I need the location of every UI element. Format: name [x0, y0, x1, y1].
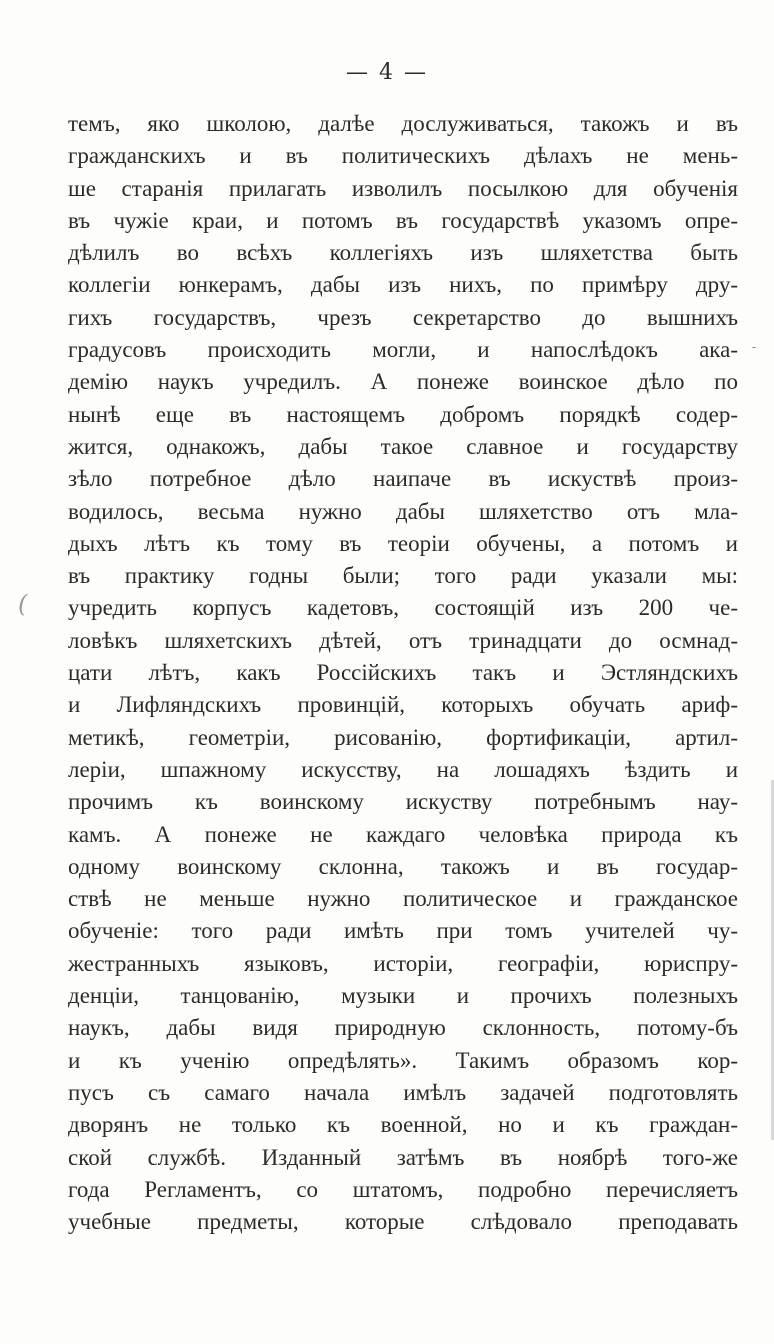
text-line: жестранныхъ языковъ, исторіи, географіи, юриспру-	[68, 950, 738, 976]
text-line: дѣлилъ во всѣхъ коллегіяхъ изъ шляхетства быть	[68, 240, 738, 266]
text-line: одному воинскому склонна, такожъ и въ государ-	[68, 853, 738, 879]
text-line: дворянъ не только къ военной, но и къ граждан-	[68, 1112, 738, 1138]
text-line: наукъ, дабы видя природную склонность, потому-бъ	[68, 1015, 738, 1041]
text-line: въ практику годны были; того ради указали мы:	[68, 563, 738, 589]
text-line: ловѣкъ шляхетскихъ дѣтей, отъ тринадцати до осмнад-	[68, 627, 738, 653]
text-line: ствѣ не меньше нужно политическое и гражданское	[68, 886, 738, 912]
text-line: и Лифляндскихъ провинцій, которыхъ обучать ариф-	[68, 692, 738, 718]
text-line: камъ. А понеже не каждаго человѣка природа къ	[68, 821, 738, 847]
text-line: водилось, весьма нужно дабы шляхетство отъ мла-	[68, 498, 738, 524]
text-line: нынѣ еще въ настоящемъ добромъ порядкѣ содер-	[68, 401, 738, 427]
text-line: темъ, яко школою, далѣе дослуживаться, такожъ и въ	[68, 111, 738, 136]
text-line: учебные предметы, которые слѣдовало преподавать	[68, 1209, 738, 1235]
text-line: ше старанія прилагать изволилъ посылкою для обученія	[68, 175, 738, 201]
margin-pencil-mark: (	[18, 590, 28, 618]
stray-ink-mark: -	[752, 340, 757, 354]
text-line: градусовъ происходить могли, и напослѣдокъ ака-	[68, 337, 738, 363]
text-line: ской службѣ. Изданный затѣмъ въ ноябрѣ того-же	[68, 1144, 738, 1170]
text-line: цати лѣтъ, какъ Россійскихъ такъ и Эстляндскихъ	[68, 660, 738, 686]
text-line: денціи, танцованію, музыки и прочихъ полезныхъ	[68, 983, 738, 1009]
text-line: гражданскихъ и въ политическихъ дѣлахъ не мень-	[68, 143, 738, 169]
text-line: леріи, шпажному искусству, на лошадяхъ ѣздить и	[68, 756, 738, 782]
text-line: учредить корпусъ кадетовъ, состоящій изъ 200 че-	[68, 595, 738, 621]
text-line: зѣло потребное дѣло наипаче въ искуствѣ произ-	[68, 466, 738, 492]
body-text	[68, 108, 738, 1238]
text-line: жится, однакожъ, дабы такое славное и государству	[68, 433, 738, 459]
text-line: обученіе: того ради имѣть при томъ учителей чу-	[68, 918, 738, 944]
text-line: прочимъ къ воинскому искуству потребнымъ нау-	[68, 789, 738, 815]
text-line: демію наукъ учредилъ. А понеже воинское дѣло по	[68, 369, 738, 395]
text-line: года Регламентъ, со штатомъ, подробно перечисляетъ	[68, 1176, 738, 1202]
text-line: дыхъ лѣтъ къ тому въ теоріи обучены, а потомъ и	[68, 530, 738, 556]
text-line: метикѣ, геометріи, рисованію, фортификаціи, артил-	[68, 724, 738, 750]
text-line: и къ ученію опредѣлять». Такимъ образомъ кор-	[68, 1047, 738, 1073]
text-line: коллегіи юнкерамъ, дабы изъ нихъ, по примѣру дру-	[68, 272, 738, 298]
text-line: гихъ государствъ, чрезъ секретарство до вышнихъ	[68, 304, 738, 330]
text-line: въ чужіе краи, и потомъ въ государствѣ указомъ опре-	[68, 207, 738, 233]
page-number: — 4 —	[346, 60, 428, 85]
text-line: пусъ съ самаго начала имѣлъ задачей подготовлять	[68, 1079, 738, 1105]
